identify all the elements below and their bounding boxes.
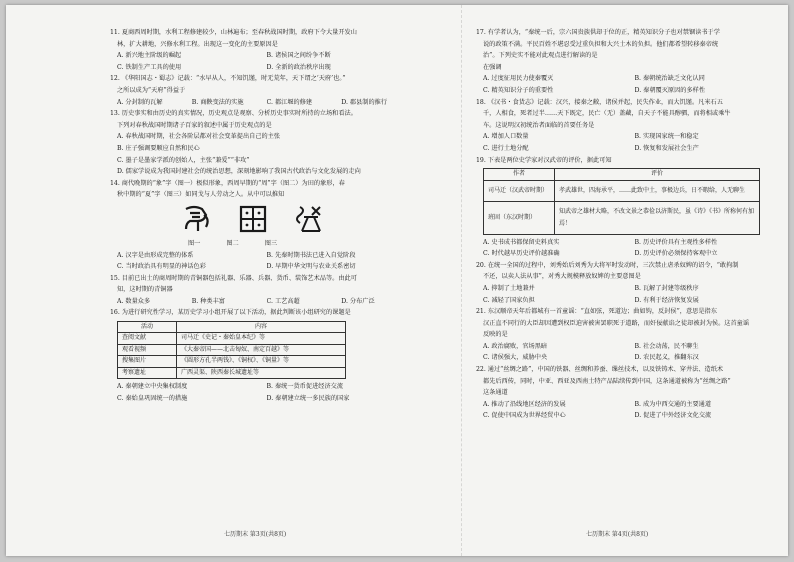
- page-4-footer: 七历期末 第4页(共8页): [586, 531, 649, 538]
- question-16-options: [110, 381, 406, 404]
- option-c[interactable]: C. 当时政治具有明显的神话色彩: [117, 263, 206, 271]
- option-c[interactable]: C. 减轻了国家负担: [483, 296, 535, 304]
- option-c[interactable]: C. 时代越早历史评价越准确: [483, 250, 560, 258]
- question-17-stem: 17. 有学者认为，“秦统一后，宗六国贵族供却于位的正，精英知识分子也对禁锢读书于学: [476, 29, 720, 36]
- question-20-stem: 20. 在统一全国的过程中，刘秀始后刘秀为大将军时发动时，三次禁止虐杀奴婢的诏令，“敢拘制: [476, 261, 739, 269]
- question-13-stem-cont: 下列对春秋战国时期诸子百家的叙述中属于历史观点的是: [117, 121, 272, 129]
- question-13-stem: 13. 历史事实和由历史的真实情况，历史观点是观察、分析历史事实时所持的立场和看法。: [110, 110, 357, 118]
- option-b[interactable]: B. 先秦时期书法已进入自觉阶段: [266, 251, 356, 259]
- question-15-stem: 15. 目前已出土的商周时期的青铜器包括礼器、乐器、兵器、货币、装饰艺术品等。由此可: [110, 274, 357, 282]
- question-19-stem: 19. 下表是两位史学家对汉武帝的评价，据此可知: [476, 156, 612, 164]
- question-21-stem-cont: 反映的是: [483, 331, 508, 339]
- option-d[interactable]: D. 恢复和发展社会生产: [634, 144, 699, 152]
- question-19-options: [476, 237, 776, 260]
- question-21-stem-cont: 汉正直不同行的大臣却因遭到权臣迫害被害罢职死于道路，而奸佞献谄之徒却被封为侯。这首童谣: [483, 319, 750, 327]
- table-header: 活动: [118, 322, 177, 333]
- option-d[interactable]: D. 分布广泛: [341, 297, 375, 305]
- option-a[interactable]: A. 汉字是由形成完整的体系: [117, 251, 194, 259]
- table-cell: 司马迁（汉武帝时期）: [484, 180, 555, 201]
- question-17-options: [476, 73, 776, 96]
- page-4-column: [476, 27, 776, 422]
- question-11-stem-cont: 林，扩大耕地，兴修水利工程。出现这一变化的主要原因是: [117, 40, 278, 48]
- question-17-stem-cont: 在强调: [483, 63, 502, 71]
- question-21-options: [476, 341, 776, 364]
- option-d[interactable]: D. 促进了中外经济文化交流: [634, 412, 712, 420]
- option-d[interactable]: D. 有利于经济恢复发展: [634, 296, 699, 304]
- option-a[interactable]: A. 春秋战国时期，社会各阶层都对社会变革提出自己的主张: [117, 133, 281, 141]
- table-row: [484, 180, 760, 201]
- question-19-table: [483, 168, 760, 234]
- question-14-stem-cont: 秋中期的“夏”字（图三）如同戈与人劳动之人。从中可以推知: [117, 191, 285, 199]
- option-b[interactable]: B. 商鞅变法的实施: [191, 98, 244, 106]
- option-b[interactable]: B. 秦统一货币促进经济交流: [266, 383, 344, 391]
- question-12-stem-cont: 之所以成为“天府”得益于: [117, 86, 186, 94]
- table-cell: 知武帝之雄材大略，不改文景之恭俭以济斯民，虽《诗》《书》所称何有加焉！: [555, 201, 760, 234]
- option-c[interactable]: C. 工艺高超: [266, 297, 300, 305]
- question-15-options: [110, 296, 406, 308]
- option-b[interactable]: B. 秦朝统治缺乏文化认同: [634, 75, 705, 83]
- question-18-stem: 18. 《汉书・食货志》记载：汉兴，接秦之敝，诸侯并起，民失作业，而大饥馑。凡米石五: [476, 98, 723, 106]
- option-a[interactable]: A. 政治腐败，官场黑暗: [483, 342, 548, 350]
- question-21-stem: 21. 东汉顺帝天年后都城有一首童谣：“直如弦，死道边；曲如钩，反封侯”，意思是指东: [476, 308, 717, 316]
- option-c[interactable]: C. 墨子是墨家学派的创始人，主张“兼爱”“非攻”: [117, 156, 250, 164]
- option-b[interactable]: B. 历史评价具有主观性多样性: [634, 238, 718, 246]
- question-16-table: [117, 321, 346, 379]
- option-d[interactable]: D. 早期中华文明与农业关系密切: [266, 263, 356, 271]
- option-b[interactable]: B. 社会动荡，民不聊生: [634, 342, 699, 350]
- question-22-stem-cont: 都先后西传，同时，中亚、西亚及西南土特产品陆续传到中国，这条通道被称为“丝绸之路”: [483, 377, 731, 385]
- question-15-stem-cont: 知，这时期的青铜器: [117, 286, 173, 294]
- option-a[interactable]: A. 增加人口数量: [483, 133, 529, 141]
- option-a[interactable]: A. 数量众多: [117, 297, 151, 305]
- figure-2-label: 图二: [226, 239, 239, 247]
- option-c[interactable]: C. 促使中国成为世界经贸中心: [483, 412, 566, 420]
- option-d[interactable]: D. 儒家学说成为我国封建社会的统治思想，深刻地影响了我国古代政治与文化发展的走向: [117, 168, 361, 176]
- table-row: [118, 344, 346, 355]
- option-c[interactable]: C. 精英知识分子的重要性: [483, 86, 554, 94]
- option-b[interactable]: B. 成为中西交通的主要通道: [634, 400, 712, 408]
- question-17-stem-cont: 说的政策不满。平民百姓不堪忍受过重负担和大兴土木的负担。他们都希望转移秦帝统: [483, 40, 719, 48]
- option-c[interactable]: C. 进行土地分配: [483, 144, 529, 152]
- option-a[interactable]: A. 秦朝建立中央集权制度: [117, 383, 188, 391]
- table-row: [118, 356, 346, 367]
- option-c[interactable]: C. 诸侯强大，威胁中央: [483, 354, 548, 362]
- option-d[interactable]: D. 历史评价必须保持客观中立: [634, 250, 718, 258]
- question-12-options: [110, 97, 406, 109]
- exam-sheet: [6, 5, 788, 556]
- table-header: 评价: [555, 169, 760, 180]
- option-a[interactable]: A. 分封制的瓦解: [117, 98, 163, 106]
- table-cell: 《大秦帝国——北击匈奴、南定百越》等: [177, 344, 346, 355]
- option-b[interactable]: B. 庄子强调要顺应自然和民心: [117, 144, 200, 152]
- question-18-stem-cont: 千，人相食，死者过半……天下既定，民亡（无）盖藏，自天子不能具醇驷，而将相或乘牛: [483, 110, 731, 118]
- option-b[interactable]: B. 实现国家统一和稳定: [634, 133, 699, 141]
- option-a[interactable]: A. 新兴地主阶级的崛起: [117, 52, 182, 60]
- question-17-stem-cont: 治”。下列史实不能对此观点进行解读的是: [483, 52, 598, 60]
- question-11-stem: 11. 夏商西周时期，水利工程修建较少，山林遍布；至春秋战国时期，政府下令大量开发山: [110, 29, 357, 36]
- question-18-options: [476, 131, 776, 154]
- table-header-row: [118, 322, 346, 333]
- oracle-glyph-xia-image: [292, 203, 326, 240]
- option-d[interactable]: D. 全新的政治秩序出现: [266, 63, 331, 71]
- question-11-options: [110, 50, 406, 73]
- table-row: [118, 367, 346, 378]
- table-row: [484, 201, 760, 234]
- table-cell: 班固（东汉时期）: [484, 201, 555, 234]
- option-d[interactable]: D. 秦朝覆灭原因的多样性: [634, 86, 706, 94]
- question-20-stem-cont: 不还，以卖人法从事”，对秀大规模释放奴婢的主要意图是: [483, 273, 641, 281]
- option-c[interactable]: C. 都江堰的修建: [266, 98, 313, 106]
- table-row: [118, 333, 346, 344]
- oracle-glyph-elephant-image: [180, 203, 214, 240]
- question-14-options: [110, 250, 406, 273]
- table-cell: 广西灵渠、陕西秦长城遗址等: [177, 367, 346, 378]
- table-cell: 观看视频: [118, 344, 177, 355]
- question-22-stem-cont: 这条通道: [483, 389, 508, 397]
- figure-labels: [110, 238, 406, 250]
- table-cell: 查阅文献: [118, 333, 177, 344]
- fold-line: [461, 5, 462, 556]
- table-cell: 孝武雄世，四海承平，……此致中土，事极边兵，日不暇给，人无聊生: [555, 180, 760, 201]
- option-b[interactable]: B. 诸侯国之间纷争不断: [266, 52, 331, 60]
- table-cell: 考察遗址: [118, 367, 177, 378]
- table-header-row: [484, 169, 760, 180]
- question-22-stem: 22. 通过“丝绸之路”，中国的铁器、丝绸和养蚕、缫丝技术，以及铁铸术、穿井法、造纸术: [476, 366, 724, 374]
- option-c[interactable]: C. 铁制生产工具的使用: [117, 63, 182, 71]
- question-16-stem: 16. 为进行研究性学习，某历史学习小组开展了以下活动，据此判断该小组研究的课题是: [110, 309, 351, 317]
- table-cell: 《圆形方孔半两钱》、《铜权》、《铜量》等: [177, 356, 346, 367]
- table-cell: 搜集图片: [118, 356, 177, 367]
- option-d[interactable]: D. 秦朝建立统一多民族的国家: [266, 394, 350, 402]
- table-header: 内容: [177, 322, 346, 333]
- figure-1-label: 图一: [188, 239, 201, 247]
- option-d[interactable]: D. 农民起义，推翻东汉: [634, 354, 699, 362]
- question-14-stem: 14. 商代晚期的“象”字（图一）极似形象，西周早期的“周”字（图二）为田的象形，春: [110, 179, 345, 187]
- option-a[interactable]: A. 抑制了土地兼并: [483, 284, 535, 292]
- table-cell: 司马迁《史记・秦始皇本纪》等: [177, 333, 346, 344]
- option-b[interactable]: B. 种类丰富: [191, 297, 225, 305]
- option-b[interactable]: B. 瓦解了封建等级秩序: [634, 284, 699, 292]
- question-13-options: [110, 131, 406, 177]
- question-20-options: [476, 283, 776, 306]
- oracle-glyph-zhou-image: [236, 203, 270, 240]
- figure-3-label: 图三: [264, 239, 278, 247]
- option-a[interactable]: A. 过度征用民力使秦覆灭: [483, 75, 554, 83]
- question-22-options: [476, 399, 776, 422]
- page-3-column: [110, 27, 406, 404]
- option-d[interactable]: D. 郡县制的推行: [341, 98, 388, 106]
- table-header: 作者: [484, 169, 555, 180]
- option-a[interactable]: A. 推动了沿线地区经济的发展: [483, 400, 566, 408]
- option-a[interactable]: A. 史书成书都保留史料真实: [483, 238, 560, 246]
- option-c[interactable]: C. 秦始皇巩固统一的措施: [117, 394, 188, 402]
- question-18-stem-cont: 车。这说明汉初统治者面临的首要任务是: [483, 121, 595, 129]
- question-14-figures: [110, 204, 406, 238]
- question-12-stem: 12. 《华阳国志・蜀志》记载：“水早从人，不知饥馑，时无荒年，天下谓之‘天府’也。”: [110, 75, 346, 83]
- page-3-footer: 七历期末 第3页(共8页): [224, 531, 287, 538]
